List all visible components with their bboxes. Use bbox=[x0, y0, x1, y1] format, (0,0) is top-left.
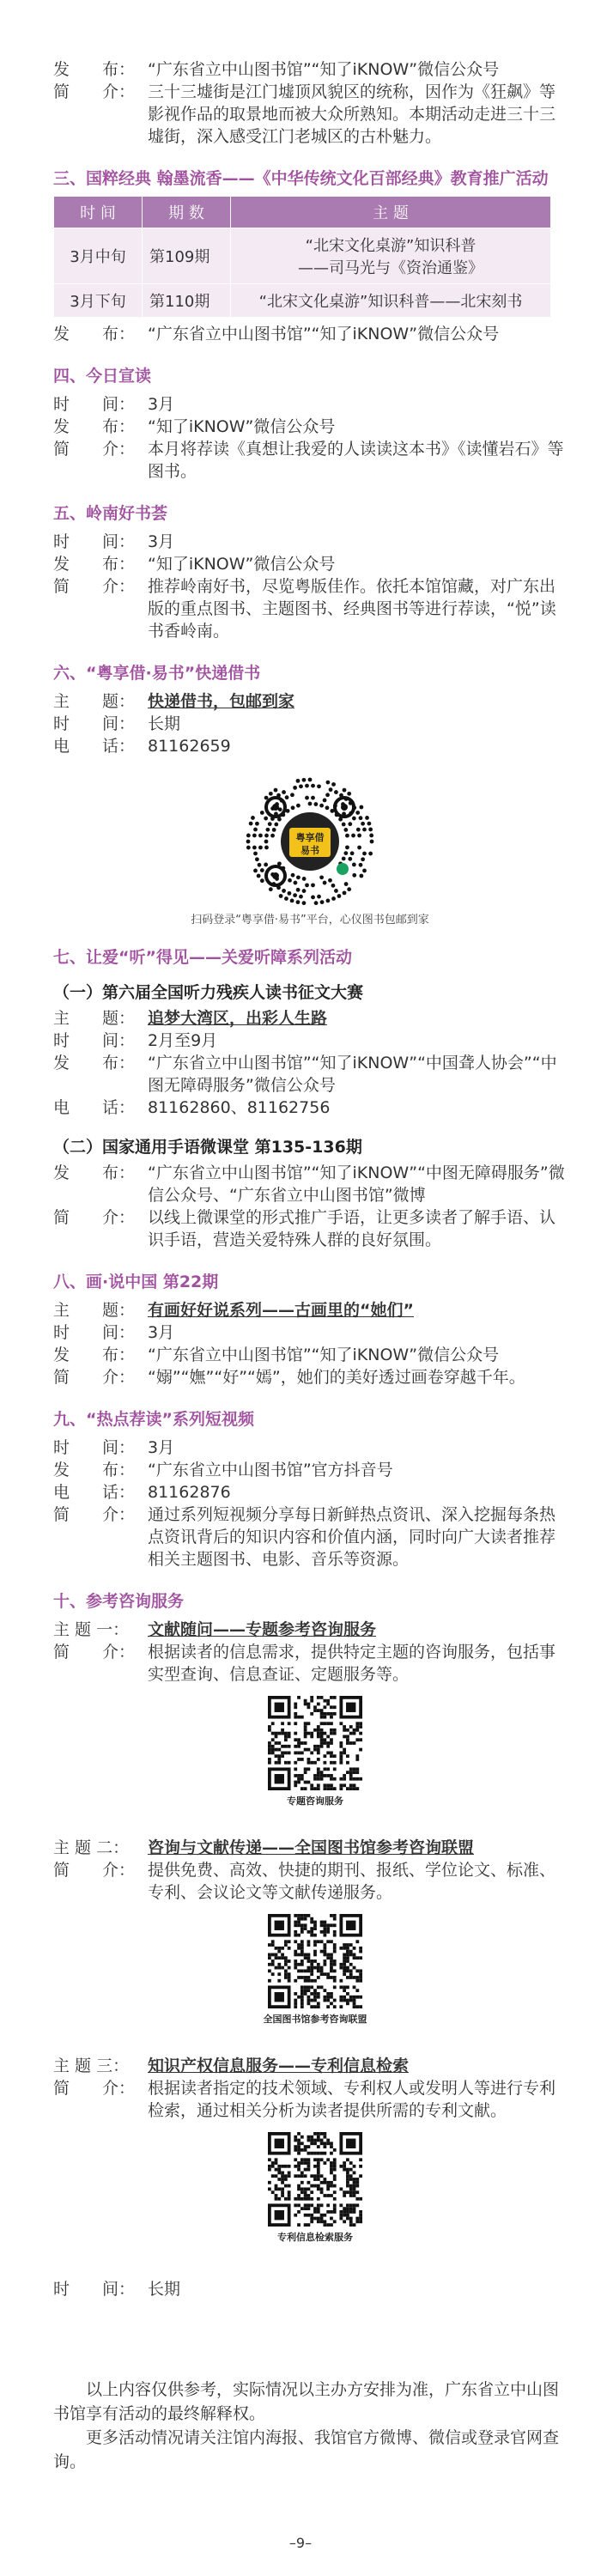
info-row bbox=[53, 1437, 567, 1459]
info-row bbox=[53, 1097, 567, 1119]
info-row bbox=[53, 1052, 567, 1097]
field-label: 发 布： bbox=[53, 325, 136, 343]
info-row bbox=[53, 1459, 567, 1481]
field-label: 时 间： bbox=[53, 1031, 136, 1050]
info-row bbox=[53, 1206, 567, 1251]
disclaimer-text: 以上内容仅供参考，实际情况以主办方安排为准，广东省立中山图书馆享有活动的最终解释权。 bbox=[53, 2380, 560, 2423]
field-label: 简 介： bbox=[53, 440, 136, 459]
section-title: 七、让爱“听”得见——关爱听障系列活动 bbox=[53, 948, 352, 967]
table-header: 期 数 bbox=[143, 197, 231, 228]
section-title: 四、今日宣读 bbox=[53, 367, 152, 386]
field-value: 以线上微课堂的形式推广手语，让更多读者了解手语、认识手语，营造关爱特殊人群的良好氛围。 bbox=[148, 1208, 556, 1249]
field-value: 三十三墟街是江门墟顶风貌区的统称，因作为《狂飙》等影视作品的取景地而被大众所熟知。本期活动走进三十三墟街，深入感受江门老城区的古朴魅力。 bbox=[148, 82, 556, 146]
field-label: 发 布： bbox=[53, 417, 136, 436]
field-value: “嫋”“嫵”“好”“嫣”，她们的美好透过画卷穿越千年。 bbox=[148, 1368, 525, 1387]
table-cell: 第109期 bbox=[143, 228, 231, 284]
info-row bbox=[53, 438, 567, 483]
table-cell: “北宋文化桌游”知识科普——北宋刻书 bbox=[231, 284, 551, 318]
section-title: 九、“热点荐读”系列短视频 bbox=[53, 1410, 254, 1429]
field-value: 3月 bbox=[148, 395, 175, 414]
more-info-text: 更多活动情况请关注馆内海报、我馆官方微博、微信或登录官网查询。 bbox=[53, 2428, 560, 2471]
field-value: 3月 bbox=[148, 1438, 175, 1457]
theme-value: 知识产权信息服务——专利信息检索 bbox=[148, 2057, 410, 2075]
info-row bbox=[53, 1504, 567, 1571]
info-row bbox=[53, 1344, 567, 1366]
table-cell: “北宋文化桌游”知识科普 ——司马光与《资治通鉴》 bbox=[231, 228, 551, 284]
page-number: –9– bbox=[288, 2535, 313, 2551]
field-label: 发 布： bbox=[53, 1163, 136, 1182]
section-title: 十、参考咨询服务 bbox=[53, 1592, 185, 1611]
field-label: 主 题 二： bbox=[53, 1838, 130, 1857]
qr-code[interactable] bbox=[268, 1696, 362, 1790]
field-label: 发 布： bbox=[53, 1461, 136, 1479]
phone-value: 81162876 bbox=[148, 1483, 231, 1502]
field-label: 发 布： bbox=[53, 1346, 136, 1364]
field-value: 推荐岭南好书，尽览粤版佳作。依托本馆馆藏，对广东出版的重点图书、主题图书、经典图书等进行荐读，“悦”读书香岭南。 bbox=[148, 577, 556, 641]
field-value: 2月至9月 bbox=[148, 1031, 218, 1050]
field-label: 主 题： bbox=[53, 1009, 136, 1028]
field-label: 时 间： bbox=[53, 1438, 136, 1457]
qr-code[interactable] bbox=[268, 1914, 362, 2008]
field-value: 根据读者指定的技术领域、专利权人或发明人等进行专利检索，通过相关分析为读者提供所需的专利文献。 bbox=[148, 2079, 556, 2120]
field-value: 3月 bbox=[148, 1323, 175, 1342]
field-label: 主 题 一： bbox=[53, 1620, 130, 1639]
subsection-title: （一）第六届全国听力残疾人读书征文大赛 bbox=[53, 983, 364, 1002]
field-value: 长期 bbox=[148, 714, 181, 733]
qr-caption: 全国图书馆参考咨询联盟 bbox=[263, 2014, 367, 2025]
qr-block bbox=[251, 1686, 379, 1816]
field-value: “广东省立中山图书馆”“知了iKNOW”微信公众号 bbox=[148, 325, 500, 343]
field-label: 时 间： bbox=[53, 2280, 136, 2299]
field-label: 发 布： bbox=[53, 555, 136, 574]
info-row bbox=[53, 416, 567, 438]
field-label: 发 布： bbox=[53, 60, 136, 79]
section-title: 八、画·说中国 第22期 bbox=[53, 1273, 219, 1291]
info-row bbox=[53, 1859, 567, 1904]
info-row bbox=[53, 1162, 567, 1206]
info-row bbox=[53, 393, 567, 416]
info-row bbox=[53, 1641, 567, 1686]
field-value: “知了iKNOW”微信公众号 bbox=[148, 417, 336, 436]
field-label: 时 间： bbox=[53, 714, 136, 733]
theme-value: 快递借书，包邮到家 bbox=[148, 692, 295, 711]
qr-block bbox=[251, 1904, 379, 2034]
field-label: 简 介： bbox=[53, 1861, 136, 1880]
info-row bbox=[53, 735, 567, 757]
theme-value: 有画好好说系列——古画里的“她们” bbox=[148, 1301, 414, 1320]
table-header: 主 题 bbox=[231, 197, 551, 228]
section-title: 三、国粹经典 翰墨流香——《中华传统文化百部经典》教育推广活动 bbox=[53, 169, 549, 188]
info-row bbox=[53, 713, 567, 735]
section-title: 五、岭南好书荟 bbox=[53, 504, 168, 523]
field-value: “广东省立中山图书馆”“知了iKNOW”微信公众号 bbox=[148, 1346, 500, 1364]
qr-caption: 专题咨询服务 bbox=[287, 1795, 343, 1807]
field-label: 简 介： bbox=[53, 1505, 136, 1524]
table-cell: 第110期 bbox=[143, 284, 231, 318]
info-row bbox=[53, 1007, 567, 1030]
field-label: 时 间： bbox=[53, 395, 136, 414]
field-label: 发 布： bbox=[53, 1054, 136, 1072]
info-row bbox=[53, 2077, 567, 2122]
info-row bbox=[53, 1321, 567, 1344]
mp-logo-text: 粤享借 bbox=[295, 832, 325, 843]
info-row bbox=[53, 1366, 567, 1388]
info-row bbox=[53, 1030, 567, 1052]
field-label: 简 介： bbox=[53, 1208, 136, 1227]
theme-value: 文献随问——专题参考咨询服务 bbox=[148, 1620, 377, 1639]
field-value: 提供免费、高效、快捷的期刊、报纸、学位论文、标准、专利、会议论文等文献传递服务。 bbox=[148, 1861, 556, 1902]
wechat-badge-icon bbox=[337, 863, 349, 875]
mini-program-code-block bbox=[53, 773, 567, 927]
mp-logo-text: 易书 bbox=[300, 845, 319, 856]
phone-value: 81162659 bbox=[148, 737, 231, 756]
info-row bbox=[53, 2278, 567, 2300]
info-row bbox=[53, 1837, 567, 1859]
table-header-row bbox=[54, 197, 551, 228]
info-row bbox=[53, 531, 567, 553]
field-value: “广东省立中山图书馆”“知了iKNOW”微信公众号 bbox=[148, 60, 500, 79]
theme-value: 追梦大湾区，出彩人生路 bbox=[148, 1009, 328, 1028]
field-label: 简 介： bbox=[53, 82, 136, 101]
field-label: 主 题 三： bbox=[53, 2057, 130, 2075]
info-row bbox=[53, 1481, 567, 1504]
field-value: “知了iKNOW”微信公众号 bbox=[148, 555, 336, 574]
table-cell: 3月中旬 bbox=[54, 228, 143, 284]
field-label: 电 话： bbox=[53, 1483, 136, 1502]
field-label: 简 介： bbox=[53, 577, 136, 596]
info-row bbox=[53, 323, 567, 345]
info-row bbox=[53, 1619, 567, 1641]
qr-code[interactable] bbox=[268, 2132, 362, 2227]
table-cell: 3月下旬 bbox=[54, 284, 143, 318]
field-label: 电 话： bbox=[53, 737, 136, 756]
schedule-table bbox=[53, 196, 551, 318]
info-row bbox=[53, 575, 567, 642]
field-label: 简 介： bbox=[53, 1368, 136, 1387]
qr-block bbox=[251, 2122, 379, 2252]
field-label: 电 话： bbox=[53, 1098, 136, 1117]
field-value: 本月将荐读《真想让我爱的人读读这本书》《读懂岩石》等图书。 bbox=[148, 440, 564, 481]
field-label: 主 题： bbox=[53, 1301, 136, 1320]
table-header: 时 间 bbox=[54, 197, 143, 228]
qr-caption: 专利信息检索服务 bbox=[277, 2232, 353, 2243]
field-value: 通过系列短视频分享每日新鲜热点资讯、深入挖掘每条热点资讯背后的知识内容和价值内涵，同时向广大读者推荐相关主题图书、电影、音乐等资源。 bbox=[148, 1505, 556, 1569]
info-row bbox=[53, 2055, 567, 2077]
field-value: 3月 bbox=[148, 532, 175, 551]
field-label: 时 间： bbox=[53, 532, 136, 551]
field-value: 根据读者的信息需求，提供特定主题的咨询服务，包括事实型查询、信息查证、定题服务等。 bbox=[148, 1643, 556, 1684]
field-value: 长期 bbox=[148, 2280, 181, 2299]
info-row bbox=[53, 58, 567, 81]
field-label: 时 间： bbox=[53, 1323, 136, 1342]
table-row bbox=[54, 228, 551, 284]
field-value: “广东省立中山图书馆”“知了iKNOW”“中国聋人协会”“中图无障碍服务”微信公众号 bbox=[148, 1054, 557, 1095]
theme-value: 咨询与文献传递——全国图书馆参考咨询联盟 bbox=[148, 1838, 475, 1857]
mini-program-code[interactable] bbox=[241, 773, 379, 910]
section-title: 六、“粤享借·易书”快递借书 bbox=[53, 664, 261, 683]
field-value: “广东省立中山图书馆”官方抖音号 bbox=[148, 1461, 393, 1479]
subsection-title: （二）国家通用手语微课堂 第135-136期 bbox=[53, 1138, 362, 1157]
info-row bbox=[53, 81, 567, 148]
info-row bbox=[53, 1299, 567, 1321]
footer-notes bbox=[53, 2378, 567, 2474]
field-label: 简 介： bbox=[53, 1643, 136, 1662]
info-row bbox=[53, 690, 567, 713]
field-label: 简 介： bbox=[53, 2079, 136, 2098]
info-row bbox=[53, 553, 567, 575]
field-label: 主 题： bbox=[53, 692, 136, 711]
field-value: “广东省立中山图书馆”“知了iKNOW”“中图无障碍服务”微信公众号、“广东省立中山图书馆”微博 bbox=[148, 1163, 565, 1205]
mini-program-caption: 扫码登录“粤享借·易书”平台，心仪图书包邮到家 bbox=[191, 914, 429, 927]
table-row bbox=[54, 284, 551, 318]
phone-value: 81162860、81162756 bbox=[148, 1098, 331, 1117]
